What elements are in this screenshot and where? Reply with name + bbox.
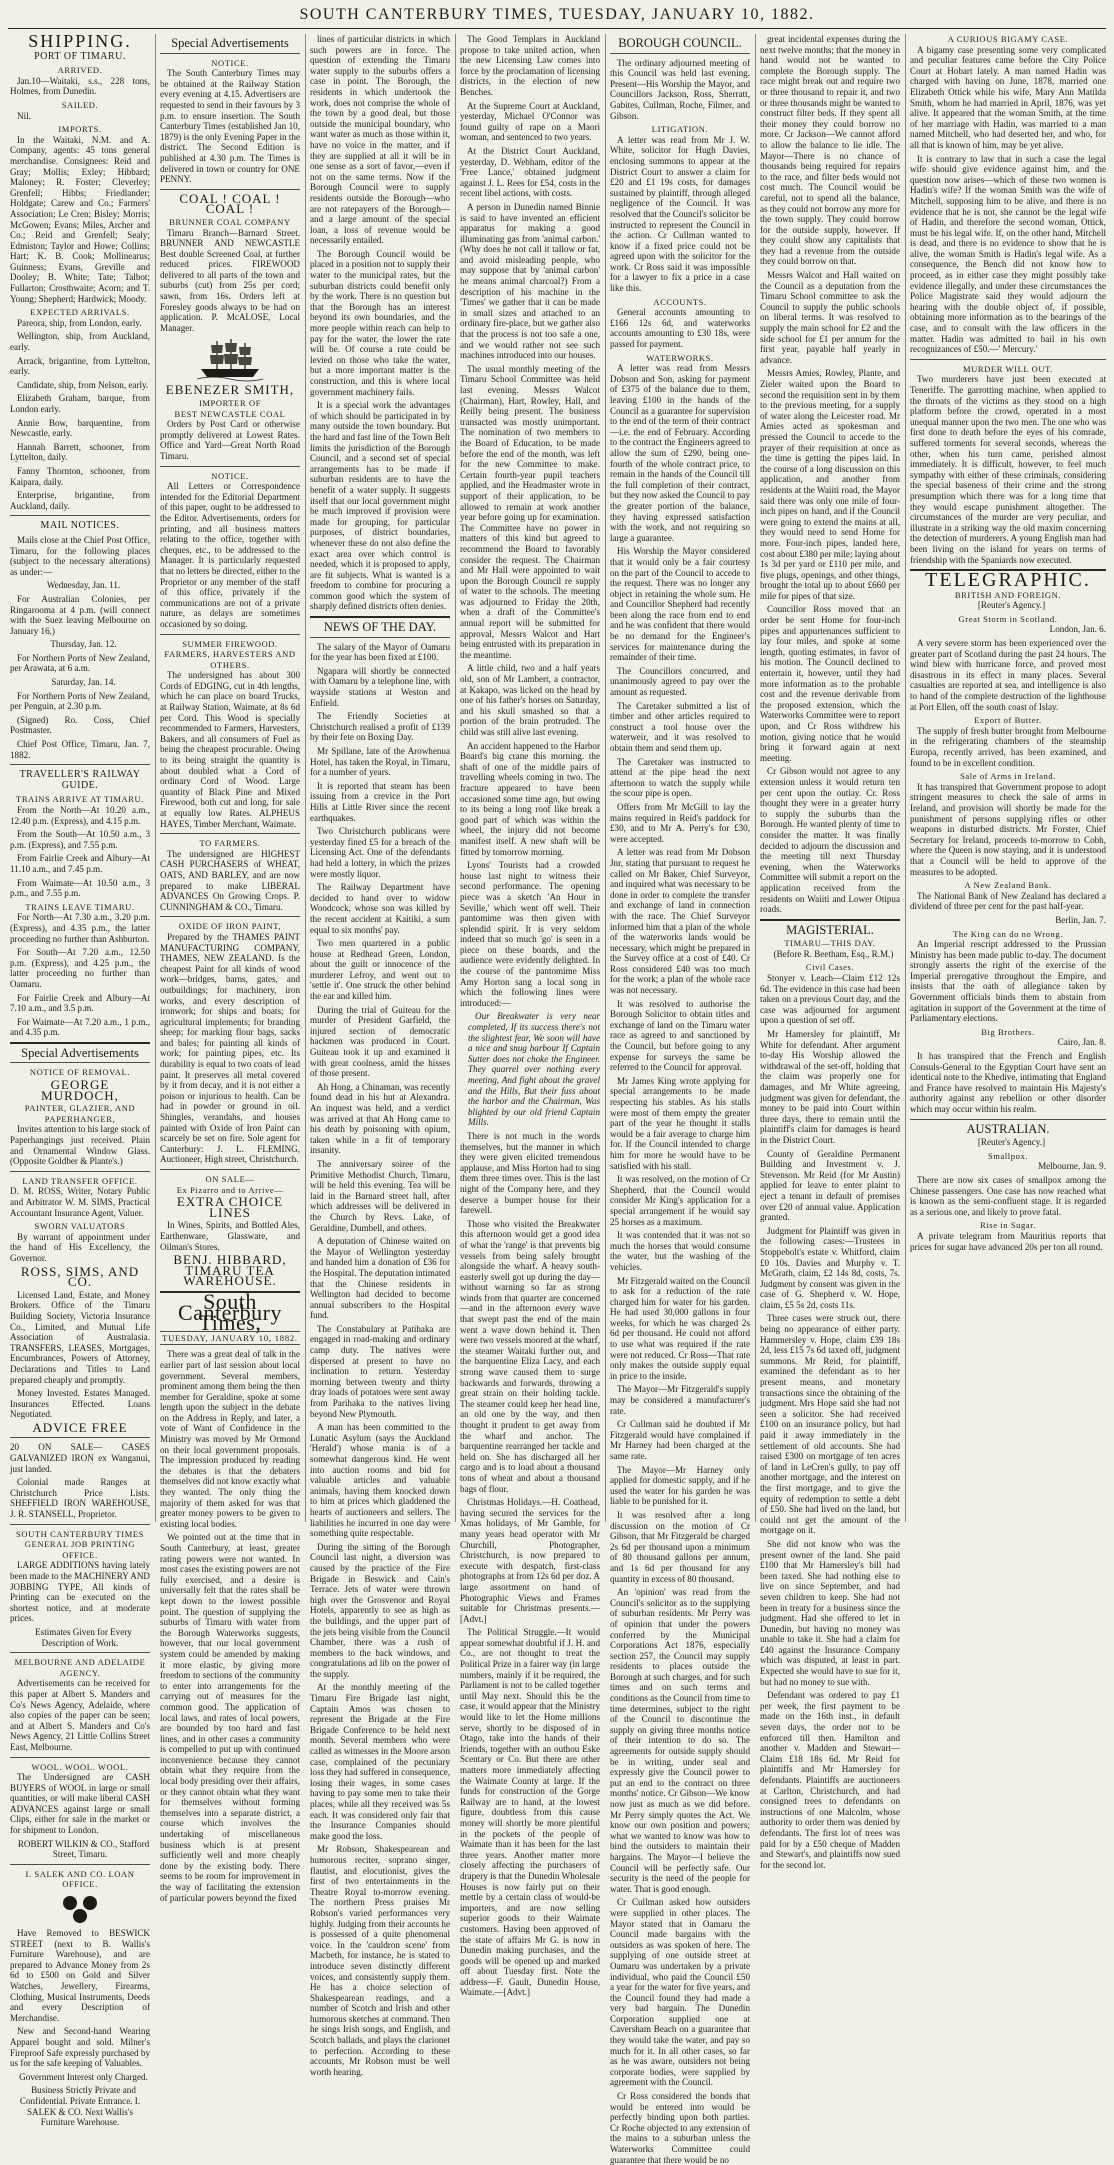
telegram-heading: Export of Butter. <box>974 715 1042 726</box>
news-item: It is reported that steam has been issuing from a crevice in the Port Hills at Little River since the recent earthquakes. <box>310 780 450 823</box>
article-paragraph: It is contrary to law that in such a case the legal wife should give evidence against him, and the question now arises—which of these two women is Hadin's wife? If the woman Smith was the wife of Mitchell, supposing him to be alive, and there is no evidence that he is not, she cannot be the legal wife of Hadin, and therefore the second woman, Ottick, must be his legal wife. If, on the other hand, Mitchell is dead, and there is no evidence to show that he is alive, the woman Smith is Hadin's legal wife. As a consequence, the Bench did not know how to proceed, as in either case they might possibly take evidence illegally, and under these circumstances the Police Magistrate said they would adjourn the hearing with the double object of, if possible, obtaining more information as to the bearings of the case, and to consult with the law officers in the matter. Hadin was admitted to bail in his own recognizances of £50.—' Mercury.' <box>910 153 1106 355</box>
expected-label: EXPECTED ARRIVALS. <box>30 307 130 318</box>
column-6 <box>760 34 900 1870</box>
leave-item: For North—At 7.30 a.m., 3.20 p.m. (Express), and 4.35 p.m., the latter proceeding no further than Ashburton. <box>10 912 150 944</box>
report-paragraph: The ordinary adjourned meeting of this Council was held last evening. Present—His Worship the Mayor, and Councillors Jackson, Ross, Sherratt, Gabites, Cullman, Roche, Filmer, and Gibson. <box>610 57 750 121</box>
report-paragraph: Cr Cullman asked how outsiders were supplied in other places. The Mayor stated that in Oamaru the Council made bargains with the outsiders as was spoken of here. The supplying of one outside street at Oamaru was undertaken by a private individual, who paid the Council £50 a year for the water for five years, and the Council found they had made a very bad bargain. The Dunedin Corporation supplied one at Caversham Beach on a guarantee that they would take the water, and pay so much for it. In all other cases, so far as he was aware, outsiders not being corporate bodies, were supplied by agreement with the Council. <box>610 1897 750 2088</box>
court-paragraph: Judgment for Plaintiff was given in the following cases:—Trustees in Stoppebolt's estate v. Whitford, claim £0 10s. Davies and Murphy v. T. McGrath, claim, £2 14s 8d, costs, 7s. Judgment by consent was given in the case of G. Shepherd v. W. Hope, claim, £5 5s 2d, costs 11s. <box>760 1225 900 1310</box>
telegram-heading: Smallpox. <box>987 1150 1029 1161</box>
news-item: A man has been committed to the Lunatic Asylum (says the Auckland 'Herald') whose mania is of a somewhat dangerous kind. He went into auction rooms and bid for valuable articles and valuable animals, having them knocked down to him at prices which gladdened the hearts of auctioneers and sellers. The liabilities he incurred in one day were something quite respectable. <box>310 1422 450 1539</box>
civil-cases-label: Civil Cases. <box>805 962 855 973</box>
printing-estimates: Estimates Given for Every Description of Work. <box>35 1626 132 1648</box>
mail-item: For Northern Ports of New Zealand, per Arawata, at 6 a.m. <box>10 652 150 674</box>
section-label: LITIGATION. <box>651 124 709 135</box>
ross-body: Licensed Land, Estate, and Money Brokers. Office of the Timaru Building Society, Victoria Insurance Co., Limited, and Mutual Life Association of Australasia. TRANSFERS, LEASES, Mortgages, Encumbrances, Powers of Attorney, Declarations and Titles to Land prepared cheaply and promptly. <box>10 1289 150 1385</box>
divider <box>160 53 300 54</box>
news-item: The usual monthly meeting of the Timaru School Committee was held last evening. Messrs Walcot (Chairman), Hart, Rowley, Hall, and Reilly being present. The business transacted was mostly unimportant. The nomination of two members to the Board of Education, to be made before the end of the month, was left for the new Committee to make. Certain fourth-year pupil teachers applied, and the Headmaster wrote in support of their application, to be allowed to remain at work another year before going up for examination. The Committee have no power in matters of this kind but agreed to recommend the Board to favorably consider the request. The Chairman and Mr Hall were appointed to wait upon the Borough Council re supply of water to the schools. The meeting was adjourned to Friday the 20th, when a draft of the Committee's annual report will be submitted for approval, Messrs Walcot and Hart being entrusted with its preparation in the meantime. <box>460 363 600 660</box>
loan-footer: Business Strictly Private and Confidential. Private Entrance. I. SALEK & CO. Next Wallis's Furniture Warehouse. <box>19 2085 141 2128</box>
divider <box>10 1437 150 1438</box>
news-item: The Friendly Societies at Christchurch realised a profit of £139 by their fete on Boxing Day. <box>310 711 450 743</box>
section-label: ACCOUNTS. <box>653 296 707 307</box>
arrive-item: From Fairlie Creek and Albury—At 11.10 a.m., and 7.45 p.m. <box>10 853 150 874</box>
paper-title: South Canterbury Times, <box>178 1288 282 1336</box>
firewood-sub: FARMERS, HARVESTERS AND OTHERS. <box>164 649 296 670</box>
smith-coal: BEST NEWCASTLE COAL <box>174 408 286 419</box>
telegram-body: There are now six cases of smallpox among the Chinese passengers. One case has now reached what is known as the semi-confluent stage. It is regarded as a serious one, and likely to prove fatal. <box>910 1174 1106 1217</box>
removal-body: Invites attention to his large stock of Paperhangings just received. Plain and Ornamental Window Glass. (Opposite Goldber & Plante's.) <box>10 1124 150 1167</box>
divider <box>160 916 300 917</box>
agency-label: [Reuter's Agency.] <box>977 1137 1046 1148</box>
column-rule <box>305 34 306 1522</box>
paper-date: TUESDAY, JANUARY 10, 1882. <box>160 1331 300 1346</box>
telegram-heading: Sale of Arms in Ireland. <box>960 771 1056 782</box>
mail-item: (Signed) Ro. Coss, Chief Postmaster. <box>10 714 150 736</box>
smith-body: Orders by Post Card or otherwise promptly delivered at Lowest Rates. Office and Yard—Great North Road Timaru. <box>160 419 300 461</box>
sailed-label: SAILED. <box>61 99 99 110</box>
news-item: Christmas Holidays.—H. Coathead, having secured the services for the Xmas holidays, of Mr Gamble, for many years head operator with Mr Churchill, Photographer, Christchurch, is now prepared to execute with despatch, first-class photographs at from 12s 6d per doz. A large assortment on hand of Photographic Views and Frames suitable for Christmas presents.—[Advt.] <box>460 1497 600 1624</box>
removal-heading: NOTICE OF REMOVAL. <box>29 1067 131 1078</box>
notice-body: The South Canterbury Times may be obtained at the Railway Station every evening at 4.15. Advertisers are requested to send in their favours by 3 p.m. to ensure insertion. The South Canterbury Times (established Jan 10, 1879) is the only Evening Paper in the district. The Second Edition is published at 4.30 p.m. The Times is delivered in town or country for ONE PENNY. <box>160 68 300 185</box>
coal-heading: COAL ! COAL ! COAL ! <box>179 190 281 217</box>
arrive-item: From the South—At 10.50 a.m., 3 p.m. (Express), and 7.55 p.m. <box>10 829 150 850</box>
court-paragraph: County of Geraldine Permanent Building and Investment v. J. Stevenson. Mr Reid (for Mr Austin) applied for leave to enter plaint to eject a tenant in default of premises over £20 of annual value. Application granted. <box>760 1148 900 1223</box>
report-paragraph: The Mayor—Mr Harney only applied for domestic supply, and if he used the water for his garden he was liable to be punished for it. <box>610 1464 750 1507</box>
expected-item: Candidate, ship, from Nelson, early. <box>17 379 149 390</box>
land-names: D. M. ROSS, Writer, Notary Public and Arbitrator W. M. SIMS, Practical Accountant Insurance Agent, Valuer. <box>10 1186 150 1218</box>
report-paragraph: It was contended that it was not so much the horses that would consume the water, but the washing of the vehicles. <box>610 1230 750 1272</box>
divider <box>160 189 300 190</box>
editorial-paragraph: We pointed out at the time that in South Canterbury, at least, greater rating powers were not wanted. In most cases the existing powers are not fully exercised, and a desire is universally felt that the rates shall be kept down to the lowest possible point. The question of supplying the suburbs of Timaru with water from the Borough Waterworks suggests, however, that our local government system could be amended by making it more elastic, by giving more freedom to sections of the community to enter into arrangements for the carrying out of measures for the common good. The application of local laws, and rates of local powers, are bounded by too hard and fast lines, and in other cases a community is compelled to put up with continued inconvenience because they cannot obtain what they require from the local body presiding over their affairs, or they cannot obtain what they want for themselves without forming themselves into a separate district, a course which involves the undertaking of miscellaneous business which is at present sufficiently well and more cheaply done by the existing body. There seems to be room for improvement in the way of facilitating the extension of particular powers beyond the fixed <box>160 1532 300 1903</box>
farmers-body: The undersigned are HIGHEST CASH PURCHASERS of WHEAT, OATS, AND BARLEY, and are now prepared to make LIBERAL ADVANCES On Growing Crops. P. CUNNINGHAM & CO., Timaru. <box>160 848 300 912</box>
ross-heading: ROSS, SIMS, AND CO. <box>20 1263 140 1290</box>
rail-heading: TRAVELLER'S RAILWAY GUIDE. <box>19 769 141 791</box>
expected-item: Fanny Thornton, schooner, from Kaipara, daily. <box>10 465 150 487</box>
loan-heading: I. SALEK AND CO. LOAN OFFICE. <box>25 1868 135 1890</box>
special-ads-heading: Special Advertisements <box>21 1045 139 1060</box>
report-paragraph: The Caretaker submitted a list of timber and other articles required to construct a tool house over the waterweir, and it was resolved to obtain them and send them up. <box>610 700 750 753</box>
editorial-paragraph: lines of particular districts in which such powers are in force. The question of extending the Timaru water supply to the suburbs offers a case in point. The Borough, the residents in which undertook the work, does not comprise the whole of the town by a good deal, but those outside the municipal boundary, who want water as much as those within it, have no voice in the matter, and if they are supplied at all it will be in one sense as a sort of favor,—even if not on the same terms. Now if the Borough Council were to supply residents outside the Borough—who are not ratepayers of the Borough—and a large amount of the special loan, a loss of revenue would be necessarily entailed. <box>310 34 450 246</box>
australian-heading: AUSTRALIAN. <box>966 1121 1050 1136</box>
report-paragraph: His Worship the Mayor considered that it would only be a fair courtesy on the part of the Council to accede to the request. There was no longer any object in retaining the whole sum. He and Councillor Shepherd had recently been along the race from end to end and he was confident that there would be no demand for the Engineer's services for maintenance during the remainder of their time. <box>610 546 750 663</box>
report-paragraph: It was resolved after a long discussion on the motion of Cr Gibson, that Mr Fitzgerald be charged 2s 6d per thousand upon a minimum of 80 thousand gallons per annum, and 1s 6d per thousand for any quantity in excess of 80 thousand. <box>610 1509 750 1584</box>
news-item: At the Supreme Court at Auckland, yesterday, Michael O'Connor was found guilty of rape on a Maori woman, and sentenced to two years. <box>460 100 600 143</box>
mail-item: Saturday, Jan. 14. <box>51 677 116 688</box>
printing-heading: SOUTH CANTERBURY TIMES GENERAL JOB PRINTING OFFICE. <box>16 1528 144 1560</box>
telegram-body: The supply of fresh butter brought from Melbourne in the refrigerating chambers of the steamship Europa, recently arrived, has been examined, and found to be in excellent condition. <box>910 725 1106 768</box>
divider <box>310 616 450 618</box>
section-label: WATERWORKS. <box>646 352 714 363</box>
mail-item: Chief Post Office, Timaru, Jan. 7, 1882. <box>10 739 150 760</box>
telegram-heading: Rise in Sugar. <box>980 1220 1036 1231</box>
court-paragraph: She did not know who was the present owner of the land. She paid £100 that Mr Hamersley's bill had been taxed. She had nothing else to live on since September, and had seven children to keep. She had not been in treaty for a business since the judgment. Had she offered to let in Dunedin, but having no money was unable to take it. She had a claim for £40 against the Insurance Company which was disputed, at least in part. Expected she would have to sue for it, but had no money to sue with. <box>760 1538 900 1687</box>
telegram-dateline: London, Jan. 6. <box>1049 624 1106 635</box>
divider <box>10 1652 150 1653</box>
smith-name: EBENEZER SMITH, <box>165 382 295 398</box>
leave-item: For Waimate—At 7.20 a.m., 1 p.m., and 4.35 p.m. <box>10 1016 150 1038</box>
news-item: At the District Court Auckland, yesterday, D. Webham, editor of the 'Free Lance,' obtained judgment against J. L. Rees for £54, costs in the recent libel actions, with costs. <box>460 145 600 199</box>
divider <box>910 1119 1106 1120</box>
court-paragraph: Stonyer v. Leach—Claim £12 12s 6d. The evidence in this case had been taken on a previous Court day, and the case was adjourned for argument upon a question of set off. <box>760 973 900 1026</box>
report-paragraph: great incidental expenses during the next twelve months; that the money in hand would not be wanted to complete the Borough supply. The race might break out and require two or three thousand to repair it, and two or three thousands might be wanted to construct filter beds. If they spent all their money they could borrow no more. Cr Jackson—We cannot afford to allow the balance to lie idle. The Mayor—There is no chance of thousands being required for repairs to the race, and filter beds would not cost much. The Council would be careful, not to spend all the balance, as they could not borrow any more for the town supply. They could borrow for the outside supply, however. If they could show any capitalists that they had a revenue from the outside they could borrow on that. <box>760 34 900 267</box>
divider <box>10 1757 150 1758</box>
sale2-sub: Ex Pizarro and to Arrive— <box>176 1184 284 1195</box>
column-rule <box>755 34 756 1522</box>
column-3 <box>310 34 450 2077</box>
telegram-heading: Big Brothers. <box>981 1026 1035 1037</box>
column-4 <box>460 34 600 1998</box>
telegram-heading: A New Zealand Bank. <box>964 880 1052 891</box>
news-item: A little child, two and a half years old, son of Mr Lambert, a contractor, at Kakapo, was licked on the head by one of his father's horses on Saturday, and his skull smashed so that a portion of the brain protruded. The child was still alive last evening. <box>460 663 600 737</box>
masthead: SOUTH CANTERBURY TIMES, TUESDAY, JANUARY 10, 1882. <box>299 6 815 23</box>
removal-trade: PAINTER, GLAZIER, AND PAPERHANGER, <box>24 1103 136 1124</box>
news-item: There is not much in the words themselves, but the manner in which they were given elicited tremendous applause, and Miss Horton had to sing them three times over. This is the last night of the Company here, and they deserve a bumper house for their farewell. <box>460 1130 600 1216</box>
column-1 <box>10 31 150 2128</box>
land-heading: LAND TRANSFER OFFICE. <box>22 1175 138 1186</box>
notice-heading: NOTICE. <box>211 57 249 68</box>
mail-item: For Australian Colonies, per Ringarooma at 4 p.m. (will connect with the Suez leaving Melbourne on January 16.) <box>10 593 150 636</box>
magisterial-sub: TIMARU—THIS DAY. <box>784 938 876 949</box>
report-paragraph: The Caretaker was instructed to attend at the pipe head the next afternoon to watch the supply while the scour pipe is open. <box>610 756 750 799</box>
sale2-body: In Wines, Spirits, and Bottled Ales, Earthenware, Glassware, and Oilman's Stores. <box>160 1220 300 1252</box>
news-item: Those who visited the Breakwater this afternoon would get a good idea of what the 'range' is that prevents big vessels from being safely brought alongside the wharf. A heavy south-easterly swell got up during the day—without warning so far as strong winds from that quarter are concerned—and in the afternoon every wave that swept past the end of the main went a wave down behind it. Then were two vessels moored at the wharf, the steamer Waitaki further out, and the barquentine Eliza Lacy, and each strong wave caused them to surge backwards and forwards, throwing a great strain on their holding tackle. The steamer could keep her head line, an old one by the way, and then thought it prudent to get away from the wharf and anchor. The barquentine rearranged her tackle and held on. She has discharged all her cargo and is to load about a thousand tons of wheat and about a thousand bags of flour. <box>460 1218 600 1494</box>
court-paragraph: Three cases were struck out, there being no appearance of either party. Hammersley v. Hope, claim £39 18s 2d, less £15 7s 6d taxed off, judgment summons. Mr Reid, for plaintiff, examined the defendant as to her present means, and monetary transactions since the obtaining of the judgment. Mrs Hope said she had not seen a solicitor. She had received £100 on an insurance policy, but had paid it away immediately in the settlement of old accounts. She had raised £300 on mortgage of ten acres of land in LeCren's gully, to pay off another mortgage, and the interest on the first mortgage, and to give the equity of redemption to settle a debt of £50. She had lived on the land, but could not get the amount of the mortgage on it. <box>760 1313 900 1536</box>
melbourne-body: Advertisements can be received for this paper at Albert S. Manders and Co's News Agency, Adelaide, where also copies of the paper can be seen; and at Albert S. Manders and Co's News Agency, 21 Little Collins Street East, Melbourne. <box>10 1678 150 1752</box>
column-5 <box>610 34 750 2165</box>
masthead-rule <box>8 28 1106 29</box>
news-item: A person in Dunedin named Binnie is said to have invented an efficient apparatus for making a good illuminating gas from 'animal carbon.' (Why does he not call it tallow or fat, and avoid misleading people, who may suppose that by 'animal carbon' he means animal charcoal?) From a description of his machine in the 'Times' we gather that it can be made in small sizes and attached to an ordinary fire-place, but we gather also that the process is not too safe a one, and we would rather not see such machines introduced into our houses. <box>460 201 600 361</box>
telegram-body: It has transpired that Government propose to adopt stringent measures to check the sale of arms in Ireland, and provision will shortly be made for the punishment of persons supplying rifles or other weapons in disturbed districts. Mr Forster, Chief Secretary for Ireland, proceeds to-morrow to Cobh, where the Queen is now staying, and it is understood that a Council will be held to approve of the measures to be adopted. <box>910 781 1106 877</box>
report-paragraph: Cr Cullman said he doubted if Mr Fitzgerald would have complained if Mr Harney had been charged at the same rate. <box>610 1419 750 1461</box>
divider <box>10 1042 150 1044</box>
arrived-text: Jan.10—Waitaki, s.s., 228 tons, Holmes, from Dunedin. <box>10 75 150 97</box>
column-rule <box>155 34 156 1522</box>
expected-item: Arrack, brigantine, from Lyttelton, early. <box>10 355 150 377</box>
imports-text: In the Waitaki, N.M. and A. Company, agents: 45 tons general merchandise. Consignees: Reid and Gray; Mollis; Exley; Hibbard; Maloney; R. Foster; Cleverley; Grenfell; Hibbs; Friedlander; Holdgate; Carew and Co.; Farmers' Association; Le Cren; Bisley; Morris; McGowen; Evans; Miles, Archer and Co.; Reid and Grenfell; Sealy; Edmiston; Taylor and Howe; Collins; Hart; K. B. Cook; Mollinearus; Guinness; Evans, Greville and Dooley; B. White; Tate; Talbot; Fullarton; Crosthwaite; Acorn; and T. Young; Shepherd; Hardwick; Moody. <box>10 134 150 304</box>
sale-line: 20 ON SALE— CASES GALVANIZED IRON ex Wanganui, just landed. <box>10 1442 150 1474</box>
divider <box>10 1864 150 1865</box>
expected-item: Hannah Barrett, schooner, from Lyttelton, daily. <box>10 441 150 463</box>
report-paragraph: An 'opinion' was read from the Council's solicitor as to the supplying of suburban residents. Mr Perry was of opinion that under the powers conferred by the Municipal Corporations Act 1876, especially section 257, the Council may supply residents to places outside the Borough at such charges, and for such times and on such terms and conditions as the Council from time to time determines, subject to the right of the Council to discontinue the supply on giving three months notice of their intention to do so. The agreements for outside supply should be in writing, under seal and expressly give the Council power to put an end to the contract on three months' notice. Cr Gibson—We know now just as much as we did before. Mr Perry simply quotes the Act. We know our own position and powers; what we wanted to know was how to bind the outsiders to maintain their bargains. The Mayor—I believe the Council will be perfectly safe. Our security is the need of the people for water. That is good enough. <box>610 1587 750 1894</box>
coal-company: BRUNNER COAL COMPANY <box>169 216 291 227</box>
expected-item: Pareora, ship, from London, early. <box>17 317 142 328</box>
murder-heading: MURDER WILL OUT. <box>963 363 1053 374</box>
expected-item: Elizabeth Graham, barque, from London early. <box>10 393 150 414</box>
wool-heading: WOOL. WOOL. WOOL. <box>31 1761 129 1772</box>
land-body: By warrant of appointment under the hand of His Excellency, the Governor. <box>10 1231 150 1263</box>
mail-heading: MAIL NOTICES. <box>40 520 120 532</box>
magisterial-before: (Before R. Beetham, Esq., R.M.) <box>773 948 894 959</box>
divider <box>10 764 150 765</box>
oxide-heading: OXIDE OF IRON PAINT, <box>178 921 282 932</box>
report-paragraph: Councillor Ross moved that an order be sent Home for four-inch pipes and appurtenances sufficient to lay four miles, and spoke at some length, quoting estimates, in favor of his motion. The Council declined to entertain it, however, until they had more information as to the probable cost and the revenue derivable from the proposed extension, which the Waterworks Committee were to report upon, and Cr Ross withdrew his motion, giving notice that he would bring it forward again at next meeting. <box>760 604 900 763</box>
divider <box>160 1169 300 1170</box>
telegraphic-heading: TELEGRAPHIC. <box>925 569 1091 592</box>
mail-item: For Northern Ports of New Zealand, per Penguin, at 2.30 p.m. <box>10 690 150 712</box>
printing-body: LARGE ADDITIONS having lately been made to the MACHINERY AND JOBBING TYPE, All kinds of Printing can be executed on the shortest notice, and at moderate prices. <box>10 1560 150 1624</box>
news-item: Two Christchurch publicans were yesterday fined £5 for a breach of the Licensing Act. One of the defendants had held a lottery, in which the prizes were mostly liquor. <box>310 826 450 879</box>
divider <box>160 634 300 635</box>
report-paragraph: It was resolved, on the motion of Cr Shepherd, that the Council would consider Mr King's application for a special arrangement if he would say 25 horses as a maximum. <box>610 1174 750 1227</box>
news-item: During the trial of Guiteau for the murder of President Garfield, the injured section of democratic hackmen was produced in Court. Guiteau took it up and examined it with great coolness, amid the hisses of those present. <box>310 1004 450 1079</box>
news-item: The Good Templars in Auckland propose to take united action, when the new Licensing Law comes into force by the proclamation of licensing districts, in the election of new Benches. <box>460 34 600 97</box>
pawn-balls-icon <box>60 1894 100 1924</box>
article-paragraph: A bigamy case presenting some very complicated and peculiar features came before the City Police Court at Hobart lately. A man named Hadin was charged with having on June, 1878, married one Elizabeth Ottick while his wife, Mary Ann Matilda Smith, whom he had married in April, 1876, was yet alive. It appeared that the woman Smith, at the time of her marriage with Hadin, was married to a man named Mitchell, who had deserted her, and who, for all that is known of him, may be yet alive. <box>910 44 1106 150</box>
wool-body: The Undersigned are CASH BUYERS of WOOL in large or small quantities, or will make liberal CASH ADVANCES against large or small Clips, either for sale in the market or for shipment to London. <box>10 1772 150 1836</box>
ross-free: ADVICE FREE <box>32 1419 128 1435</box>
shipping-heading: SHIPPING. <box>28 31 132 51</box>
ross-money: Money Invested. Estates Managed. Insurances Effected. Loans Negotiated. <box>10 1388 150 1420</box>
removal-name: GEORGE MURDOCH, <box>41 1077 119 1103</box>
special-ads-heading: Special Advertisements <box>171 36 289 50</box>
news-item: Two men quartered in a public house at Redhead Green, London, about the guilt or innocence of the murderer Lefroy, and went out to 'settle it'. One struck the other behind the ear and killed him. <box>310 938 450 1002</box>
arrive-item: From the North—At 10.20 a.m., 12.40 p.m. (Express), and 4.15 p.m. <box>10 805 150 826</box>
trains-leave-heading: TRAINS LEAVE TIMARU. <box>25 901 135 912</box>
sale2-sign: BENJ. HIBBARD, TIMARU TEA WAREHOUSE. <box>173 1252 287 1289</box>
sale2-heading: ON SALE— <box>205 1174 255 1184</box>
port-heading: PORT OF TIMARU. <box>34 50 126 62</box>
telegram-heading: Great Storm in Scotland. <box>958 613 1058 624</box>
leave-item: For South—At 7.20 a.m., 12.50 p.m. (Express), and 4.25 p.m., the latter proceeding no further than Oamaru. <box>10 947 150 989</box>
telegram-dateline: Melbourne, Jan. 9. <box>1038 1161 1106 1172</box>
editorial-paragraph: It is a special work the advantages of which should be participated in by many outside the town boundary. But the hard and fast line of the Town Belt limits the jurisdiction of the Borough Council, and a second set of special arrangements has to be made if suburban residents are to have the benefit of a water supply. It suggests itself that our local government might be much improved if provision were made for grouping, for particular purposes, of district boundaries, whenever these do not also define the exact area over which control is needed, which it is proposed to apply, are fit subjects. What is wanted is a freedom to combine for procuring a common good which the system of sharply defined districts often denies. <box>310 400 450 612</box>
news-item: At the monthly meeting of the Timaru Fire Brigade last night, Captain Amos was chosen to represent the Brigade at the Fire Brigade Conference to be held next month. Several members who were called as witnesses in the Moore arson case, complained of the pecuniary loss they had suffered in consequence, losing their wages, in some cases having to pay some men to take their places, while all they received was 5s each. It was considered only fair that the Insurance Companies should make good the loss. <box>310 1682 450 1841</box>
mail-item: Wednesday, Jan. 11. <box>46 580 121 591</box>
editorial-paragraph: There was a great deal of talk in the earlier part of last session about local government. Several members, prominent among them being the then member for Geraldine, spoke at some length upon the subject in the debate on the Address in Reply, and later, a vote of Want of Confidence in the Ministry was moved by Mr Ormond on their local government proposals. The impression produced by reading the debates is that the debaters themselves did not know exactly what they wanted. The only thing the majority of them asked for was that greater money powers to be given to existing local bodies. <box>160 1349 300 1529</box>
report-paragraph: A letter was read from Messrs Dobson and Son, asking for payment of £375 of the balance due to them, leaving £100 in the hands of the Council as a guarantee for supervision to the end of the term of their contract—i.e. the end of February. According to the contract the Engineers agreed to allow the sum of £290, being one-fourth of the whole contract price, to remain in the hands of the Council till the full completion of their contract, but they now asked the Council to pay the greater portion of the balance, they having expressed satisfaction with the work, and not requiring so large a guarantee. <box>610 363 750 543</box>
telegram-body: A private telegram from Mauritius reports that prices for sugar have advanced 20s per ton all round. <box>910 1230 1106 1252</box>
arrived-label: ARRIVED. <box>57 65 103 76</box>
report-paragraph: Offers from Mr McGill to lay the mains required in Reid's paddock for £30, and to Mr A. Perry's for £30, were accepted. <box>610 801 750 844</box>
divider <box>10 1062 150 1063</box>
leave-item: For Fairlie Creek and Albury—At 7.10 a.m., and 3.5 p.m. <box>10 992 150 1014</box>
ship-icon <box>195 337 265 381</box>
telegram-body: A very severe storm has been experienced over the greater part of Scotland during the past 24 hours. The wind blew with hurricane force, and proved most disastrous in its effect in many places. Several casualties are reported at sea, and intelligence is also to hand of the complete destruction of the lighthouse at Port Ellen, off the south coast of Islay. <box>910 638 1106 712</box>
column-rule <box>605 34 606 1522</box>
arrive-item: From Waimate—At 10.50 a.m., 3 p.m., and 7.55 p.m. <box>10 877 150 899</box>
report-paragraph: The Councillors concurred, and unanimously agreed to pay over the amount as requested. <box>610 665 750 698</box>
divider <box>160 833 300 834</box>
sailed-text: Nil. <box>17 110 31 121</box>
report-paragraph: The Mayor—Mr Fitzgerald's supply may be considered a manufacturer's rate. <box>610 1384 750 1416</box>
news-item: Lyons' Tourists had a crowded house last night to witness their second performance. The opening piece was a sketch 'An Hour in Seville,' which went off well. Their pantomime was then given with splendid spirit. It is very seldom indeed that so much 'go' is seen in a piece on these boards, and the audience were evidently delighted. In the course of the pantomime Miss Amy Horton sang a local song in which the following lines were introduced:— <box>460 860 600 1008</box>
report-paragraph: Messrs Amies, Rowley, Plante, and Zieler waited upon the Board to second the requisition sent in by them to the previous meeting, for a supply of water along the Leicester road. Mr Amies acted as spokesman and pressed the Council to accede to the prayer of their requisition at once as the time is getting the pipes laid. In the course of a long discussion on this application, and another from residents at the Waiiti road, the Mayor said there was only one mile of four-inch pipes on hand, and if the Council were going to extend the mains at all, they would need to send Home for more. Four-inch pipes, landed here, cost about £380 per mile; laying about 1s 3d per yard or £110 per mile, and five plugs, openings, and other things, brought the total up to about £660 per mile for pipes of that size. <box>760 368 900 601</box>
coal-body: Timaru Branch—Barnard Street. BRUNNER AND NEWCASTLE Best double Screened Coal, at further reduced prices. FIREWOOD delivered to all parts of the town and suburbs (cut) from 25s per cord; sawn, from 16s. Orders left at Foresley goods always to be had on application. P. McALOSE, Local Manager. <box>160 227 300 333</box>
divider <box>310 637 450 638</box>
news-item: The anniversary soiree of the Primitive Methodist Church, Timaru, will be held this evening. Tea will be laid in the Barnard street hall, after which addresses will be delivered in the Church by Revs. Lake, of Geraldine, Dumbell, and others. <box>310 1158 450 1233</box>
telegram-body: An Imperial rescript addressed to the Prussian Ministry has been made public to-day. The document strongly asserts the right of the exercise of the Imperial prerogative throughout the Empire, and insists that the oath of allegiance taken by Government officials binds them to abstain from agitation in support of the Government at the time of Parliamentary elections. <box>910 939 1106 1024</box>
column-rule <box>905 34 906 1522</box>
bigamy-heading: A CURIOUS BIGAMY CASE. <box>947 34 1069 44</box>
firewood-heading: SUMMER FIREWOOD. <box>182 638 278 649</box>
article-paragraph: Two murderers have just been executed at Teneriffe. The garrotting machine, when applied to the throats of the victims as they stood on a high platform before the crowd, operated in a most unequal manner upon the two men. The one who was first done to death before the eyes of his comrade, suffered torments for several seconds, whereas the other, when his turn came, perished almost immediately. It is difficult, however, to feel much sympathy with either of these criminals, considering the special baseness of their crime and the strong presumption which there was for a long time that they would escape punishment altogether. The circumstances of the murder are very peculiar, and illustrate in a striking way the old maxim concerning the detection of murderers. A young English man had been living on the island for years on terms of friendship with the Spaniards now executed. <box>910 374 1106 565</box>
divider <box>760 919 900 921</box>
expected-item: Wellington, ship, from Auckland, early. <box>10 331 150 353</box>
divider <box>160 466 300 467</box>
british-foreign-heading: BRITISH AND FOREIGN. <box>954 589 1062 600</box>
land-line: SWORN VALUATORS <box>34 1221 126 1232</box>
news-item: Mr Spillane, late of the Arowhenua Hotel, has taken the Royal, in Timaru, for a number of years. <box>310 746 450 778</box>
borough-council-heading: BOROUGH COUNCIL. <box>618 36 742 50</box>
report-paragraph: Cr Gibson would not agree to any extension unless it would return ten per cent upon the outlay. Cr. Ross thought they were in a greater hurry to supply the suburbs than the Borough. He wanted plenty of time to consider the matter. It was finally decided to adjourn the discussion and the meeting till next Thursday evening, when the Waterworks Committee will submit a report on the application received from the residents on Waiiti and Lower Otipua roads. <box>760 766 900 915</box>
report-paragraph: Mr James King wrote applying for special arrangements to be made respecting his stables. As his stalls were most of them empty the greater part of the year he thought it stalls would be a fair average to charge him for. If the Council intended to charge him for more he would have to be satisfied with his stall. <box>610 1075 750 1171</box>
telegram-body: It has transpired that the French and English Consuls-General to the Egyptian Court have sent an identical note to the Khedive, intimating that England and France have resolved to maintain His Majesty's authority against any rebellion or other disorder which may occur within his realm. <box>910 1051 1106 1114</box>
divider <box>10 1524 150 1525</box>
telegram-body: The National Bank of New Zealand has declared a dividend of three per cent for the past half-year. <box>910 890 1106 912</box>
report-paragraph: A letter was read from Mr Dobson Jnr, stating that pursuant to request he called on Mr Baker, Chief Surveyor, and inquired what was necessary to be done in order to complete the transfer and exchange of land in connection with the race. The Chief Surveyor informed him that a plan of the whole of the waterworks lands would be necessary, which might be prepared in the Survey office at a cost of £40. Cr Ross considered £40 was too much for the work; a plan of the whole race was not necessary. <box>610 847 750 996</box>
loan-body: Have Removed to BESWICK STREET (next to B. Wallis's Furniture Warehouse), and are prepared to Advance Money from 2s 6d to £500 on Gold and Silver Watches, Jewellery, Firearms, Clothing, Musical Instruments, Deeds and every Description of Merchandise. <box>10 1928 150 2023</box>
trains-arrive-heading: TRAINS ARRIVE AT TIMARU. <box>16 794 144 805</box>
notice-body: All Letters or Correspondence intended for the Editorial Department of this paper, ought to be addressed to the Editor. Advertisements, orders for printing, and all business matters relating to the office, together with cheques, etc., to be addressed to the Manager. It is particularly requested that no letters be directed, either to the Proprietor or any member of the staff of this office, privately if the communications are not of a private nature, as delays are sometimes occasioned by so doing. <box>160 481 300 629</box>
imports-label: IMPORTS. <box>58 124 102 135</box>
column-2 <box>160 34 300 1903</box>
telegram-dateline: Berlin, Jan. 7. <box>1055 914 1106 925</box>
news-item: The salary of the Mayor of Oamaru for the year has been fixed at £100. <box>310 641 450 663</box>
smith-trade: IMPORTER OF <box>198 398 262 409</box>
news-item: The Political Struggle.—It would appear somewhat doubtful if J. H. and Co., are not thought to treat the Political Prize in a fairer way (in large numbers, mainly if it be required, the Parliament is not to be called together until May next. Should this be the case, it would appear that the Ministry would like to let the Home millions serve, shortly to be disposed of in Otago, take into the hands of their friends, together with an outhou Eske Scentary or Co. But there are other matters more immediately affecting the Waimate County at large. If the funds for construction of the Gorge Railway are to hand, at the lowest figure, doubtless from this cause money will shortly be more plentiful in the pockets of the people of Waimate than it has been for the last three years. Another matter more closely affecting the purchasers of drapery is that the Dunedin Wholesale Houses is now fairly put on their mettle by a certain class of would-be importers, and are now selling superior goods to their Waimate customers. Having been approved of the state of affairs Mr G. is now in Dunedin making purchases, and the goods will be opened up and marked off about Tuesday first. Note the address—F. Gault, Dunedin House, Waimate.—[Advt.] <box>460 1627 600 1998</box>
telegram-heading: The King can do no Wrong. <box>953 928 1063 939</box>
court-paragraph: Mr Hamersley for plaintiff, Mr White for defendant. After argument to-day His Worship allowed the withdrawal of the set-off, holding that the claim was properly one for damages, and Mr White agreeing, judgment was given for defendant, the money to be paid into Court within three days, there to remain until the plaintiff's claim for damages is heard in the District Court. <box>760 1029 900 1145</box>
mail-body: Mails close at the Chief Post Office, Timaru, for the following places (subject to the necessary alterations) as under:— <box>10 534 150 577</box>
oxide-body: Prepared by the THAMES PAINT MANUFACTURING COMPANY, THAMES, NEW ZEALAND. Is the cheapest Paint for all kinds of wood work—bridges, barns, gates, and outbuildings; for machinery, iron works, and every description of ironwork; for ships and boats; for agricultural implements; for branding sheep; for marking flour bags, sacks and bales; for painting all kinds of work; for painting pipes, etc. Its durability is equal to two coats of lead paint. It preserves all metal covered by it from decay, and it is not either a poison or injurious to health. Can be had in powder or ground in oil. Shingles, verandahs, and houses painted with Oxide of Iron Paint can scarcely be set on fire. Sole agent for Canterbury: J. L. FLEMING, Auctioneer, High street, Christchurch. <box>160 931 300 1165</box>
news-item: During the sitting of the Borough Council last night, a diversion was caused by the practice of the Fire Brigade in Beswick and Cain's Terrace. Jets of water were thrown high over the Grosvenor and Royal Hotels, apparently to see as high as the buildings, and the upper part of the jets being visible from the Council Chamber, there was a rush of members to the back windows, and congratulations ad lib on the power of the supply. <box>310 1541 450 1679</box>
expected-item: Annie Bow, barquentine, from Newcastle, early. <box>10 417 150 439</box>
column-7 <box>910 34 1106 1522</box>
report-paragraph: Messrs Walcot and Hall waited on the Council as a deputation from the Timaru School committee to ask the Council to supply the public schools on liberal terms. It was resolved to supply the main school for £2 and the side school for £1 per annum for the first year, payable half yearly in advance. <box>760 270 900 365</box>
report-paragraph: A letter was read from Mr J. W. White, solicitor for Hugh Davies, enclosing summons to appear at the District Court to answer a claim for £20 and £1 19s costs, for damages sustained by plaintiff, through alleged negligence of the Council. It was resolved that the Council's solicitor be instructed to represent the Council in the action. Cr Cullman wanted to know if a fixed price could not be agreed upon with the solicitor for the work. Cr Ross said it was impossible for a lawyer to fix a price in a case like this. <box>610 134 750 294</box>
editorial-paragraph: The Borough Council would be placed in a position not to supply their water to the municipal rates, but the suburban districts could benefit only by the work. There is no question but that the Borough has an interest beyond its own boundaries, and the more people within reach can help to pay for the water, the lower the rate will be. Of course a rate could be levied on those who take the water, but a more important matter is the construction, and this is where local government machinery fails. <box>310 248 450 397</box>
news-item: Ah Hong, a Chinaman, was recently found dead in his hut at Alexandra. An inquest was held, and a verdict was arrived at that Ah Hong came to his death by poisoning with opium, taken while in a fit of temporary insanity. <box>310 1081 450 1156</box>
news-item: A deputation of Chinese waited on the Mayor of Wellington yesterday and handed him a donation of £36 for the Hospital. The deputation intimated that the Chinese residents in Wellington had decided to become annual subscribers to the Hospital fund. <box>310 1236 450 1321</box>
report-paragraph: It was resolved to authorise the Borough Solicitor to obtain titles and exchange of land on the Timaru water race as agreed to and sanctioned by the Council, but before going to any expense for surveys the same be referred to the Council for approval. <box>610 998 750 1073</box>
report-paragraph: Mr Fitzgerald waited on the Council to ask for a reduction of the rate charged him for water for his garden. He had used 30,000 gallons in four weeks, for which he was charged 2s 6d per thousand. He could not afford to use what was required if the rate were not reduced. Cr Ross—That rate only makes the outside supply equal in price to the inside. <box>610 1275 750 1381</box>
news-item: An accident happened to the Harbor Board's big crane this morning. the shaft of one of the middle pairs of travelling wheels coming in two. The fracture appeared to have been occasioned some time ago, but owing to its being a long roof like break a good part of which was within the wheel, the injury did not become manifest itself. A new shaft will be fitted by tomorrow morning. <box>460 740 600 857</box>
news-item: The Constabulary at Patihaka are engaged in road-making and ordinary camp duty. The natives were dispersed at present to have no inclination to return. Yesterday morning between twenty and thirty dray loads of potatoes were sent away from Parihaka to the natives living beyond New Plymouth. <box>310 1323 450 1419</box>
mail-item: Thursday, Jan. 12. <box>50 639 117 650</box>
wool-sign: ROBERT WILKIN & CO., Stafford Street, Timaru. <box>17 1838 150 1860</box>
notice-heading: NOTICE. <box>211 470 249 481</box>
loan-more: New and Second-hand Wearing Apparel bought and sold. Milner's Fireproof Safe expressly purchased by us for the safe keeping of Valuables. <box>10 2026 150 2069</box>
divider <box>610 53 750 54</box>
melbourne-heading: MELBOURNE AND ADELAIDE AGENCY. <box>14 1657 146 1678</box>
divider <box>10 515 150 516</box>
court-paragraph: Defendant was ordered to pay £1 per week, the first payment to be made on the 16th inst., in default seven days, the order not to be enforced till then. Hamilton and another v. Madden and Stewart—Claim £18 18s 6d. Mr Reid for plaintiffs and Mr Hamersley for defendants. Plaintiffs are auctioneers at Carlton, Christchurch, and had consigned trees to defendants on instructions of one Malcolm, whose authority to order them was denied by defendants. The first lot of trees was paid for by a £50 cheque of Madden and Stewart's, and plaintiffs now sued for the second lot. <box>760 1690 900 1870</box>
loan-interest: Government Interest only Charged. <box>19 2071 148 2082</box>
magisterial-heading: MAGISTERIAL. <box>786 922 874 937</box>
sale-body: Colonial made Ranges at Christchurch Price Lists. SHEFFIELD IRON WAREHOUSE, J. R. STANSELL, Proprietor. <box>10 1477 150 1520</box>
report-paragraph: General accounts amounting to £166 12s 6d, and waterworks accounts amounting to £30 18s, were passed for payment. <box>610 307 750 350</box>
divider <box>910 359 1106 360</box>
report-paragraph: Cr Ross considered the bonds that would be entered into would be perfectly binding upon both parties. Cr Roche objected to any extension of the mains to a suburban unless the Waterworks Committee could guarantee that there would be no <box>610 2091 750 2165</box>
farmers-heading: TO FARMERS. <box>199 838 261 849</box>
song-verse: Our Breakwater is very near completed, If its success there's not the slightest fear, We soon will have a nice and snug harbour If Captain Sutter does not choke the Engineer. They quarrel over nothing every meeting, And fight about the gravel and the Hills, But their fuss about the harbor and the Chairman, Was blighted by our old friend Captain Mills. <box>468 1011 600 1128</box>
firewood-body: The undersigned has about 300 Cords of EDGING, cut in 4th lengths, which he can place on board Trucks, at Railway Station, Waimate, at 8s 6d per Cord. This Wood is specially recommended to Farmers, Harvesters, Bakers, and all consumers of Fuel as being the cheapest procurable. Owing to its being straight the quantity is about doubled what a Cord of ordinary Cord of Wood. Large quantity of Black Pine and Mixed Firewood, both cut and long, for sale at equally low Rates. ALPHEUS HAYES, Timber Merchant, Waimate. <box>160 670 300 829</box>
column-rule <box>455 34 456 1522</box>
news-heading: NEWS OF THE DAY. <box>323 620 437 635</box>
news-item: The Railway Department have decided to hand over to widow Woodcock, whose son was killed by the recent accident at Kaitiki, a sum equal to six months' pay. <box>310 882 450 935</box>
news-item: Ngapara will shortly be connected with Oamaru by a telephone line, with wayside stations at Weston and Enfield. <box>310 665 450 708</box>
telegram-dateline: Cairo, Jan. 8. <box>1057 1037 1106 1048</box>
sale2-wines: EXTRA CHOICE LINES <box>176 1194 284 1220</box>
agency-label: [Reuter's Agency.] <box>977 600 1046 611</box>
expected-item: Enterprise, brigantine, from Auckland, daily. <box>10 490 150 511</box>
divider <box>10 1171 150 1172</box>
news-item: Mr Robson, Shakespearean and humorous reciter, soprano singer, flautist, and elocutionist, gives the first of two entertainments in the Theatre Royal to-morrow evening. The northern Press praises Mr Robson's varied performances very highly. Judging from their accounts he is possessed of a quite phenomenal voice. In the 'cauldron scene' from Macbeth, for instance, he is stated to introduce seven distinctly different voices, and consistently supply them. He has a choice selection of Shakespearean readings, and a number of Scotch and Irish and other humorous sketches at command. Then he sings Irish songs, and English, and Scotch ballads, and plays the clarionet to perfection. According to these accounts, Mr Robson must be well worth hearing. <box>310 1844 450 2077</box>
